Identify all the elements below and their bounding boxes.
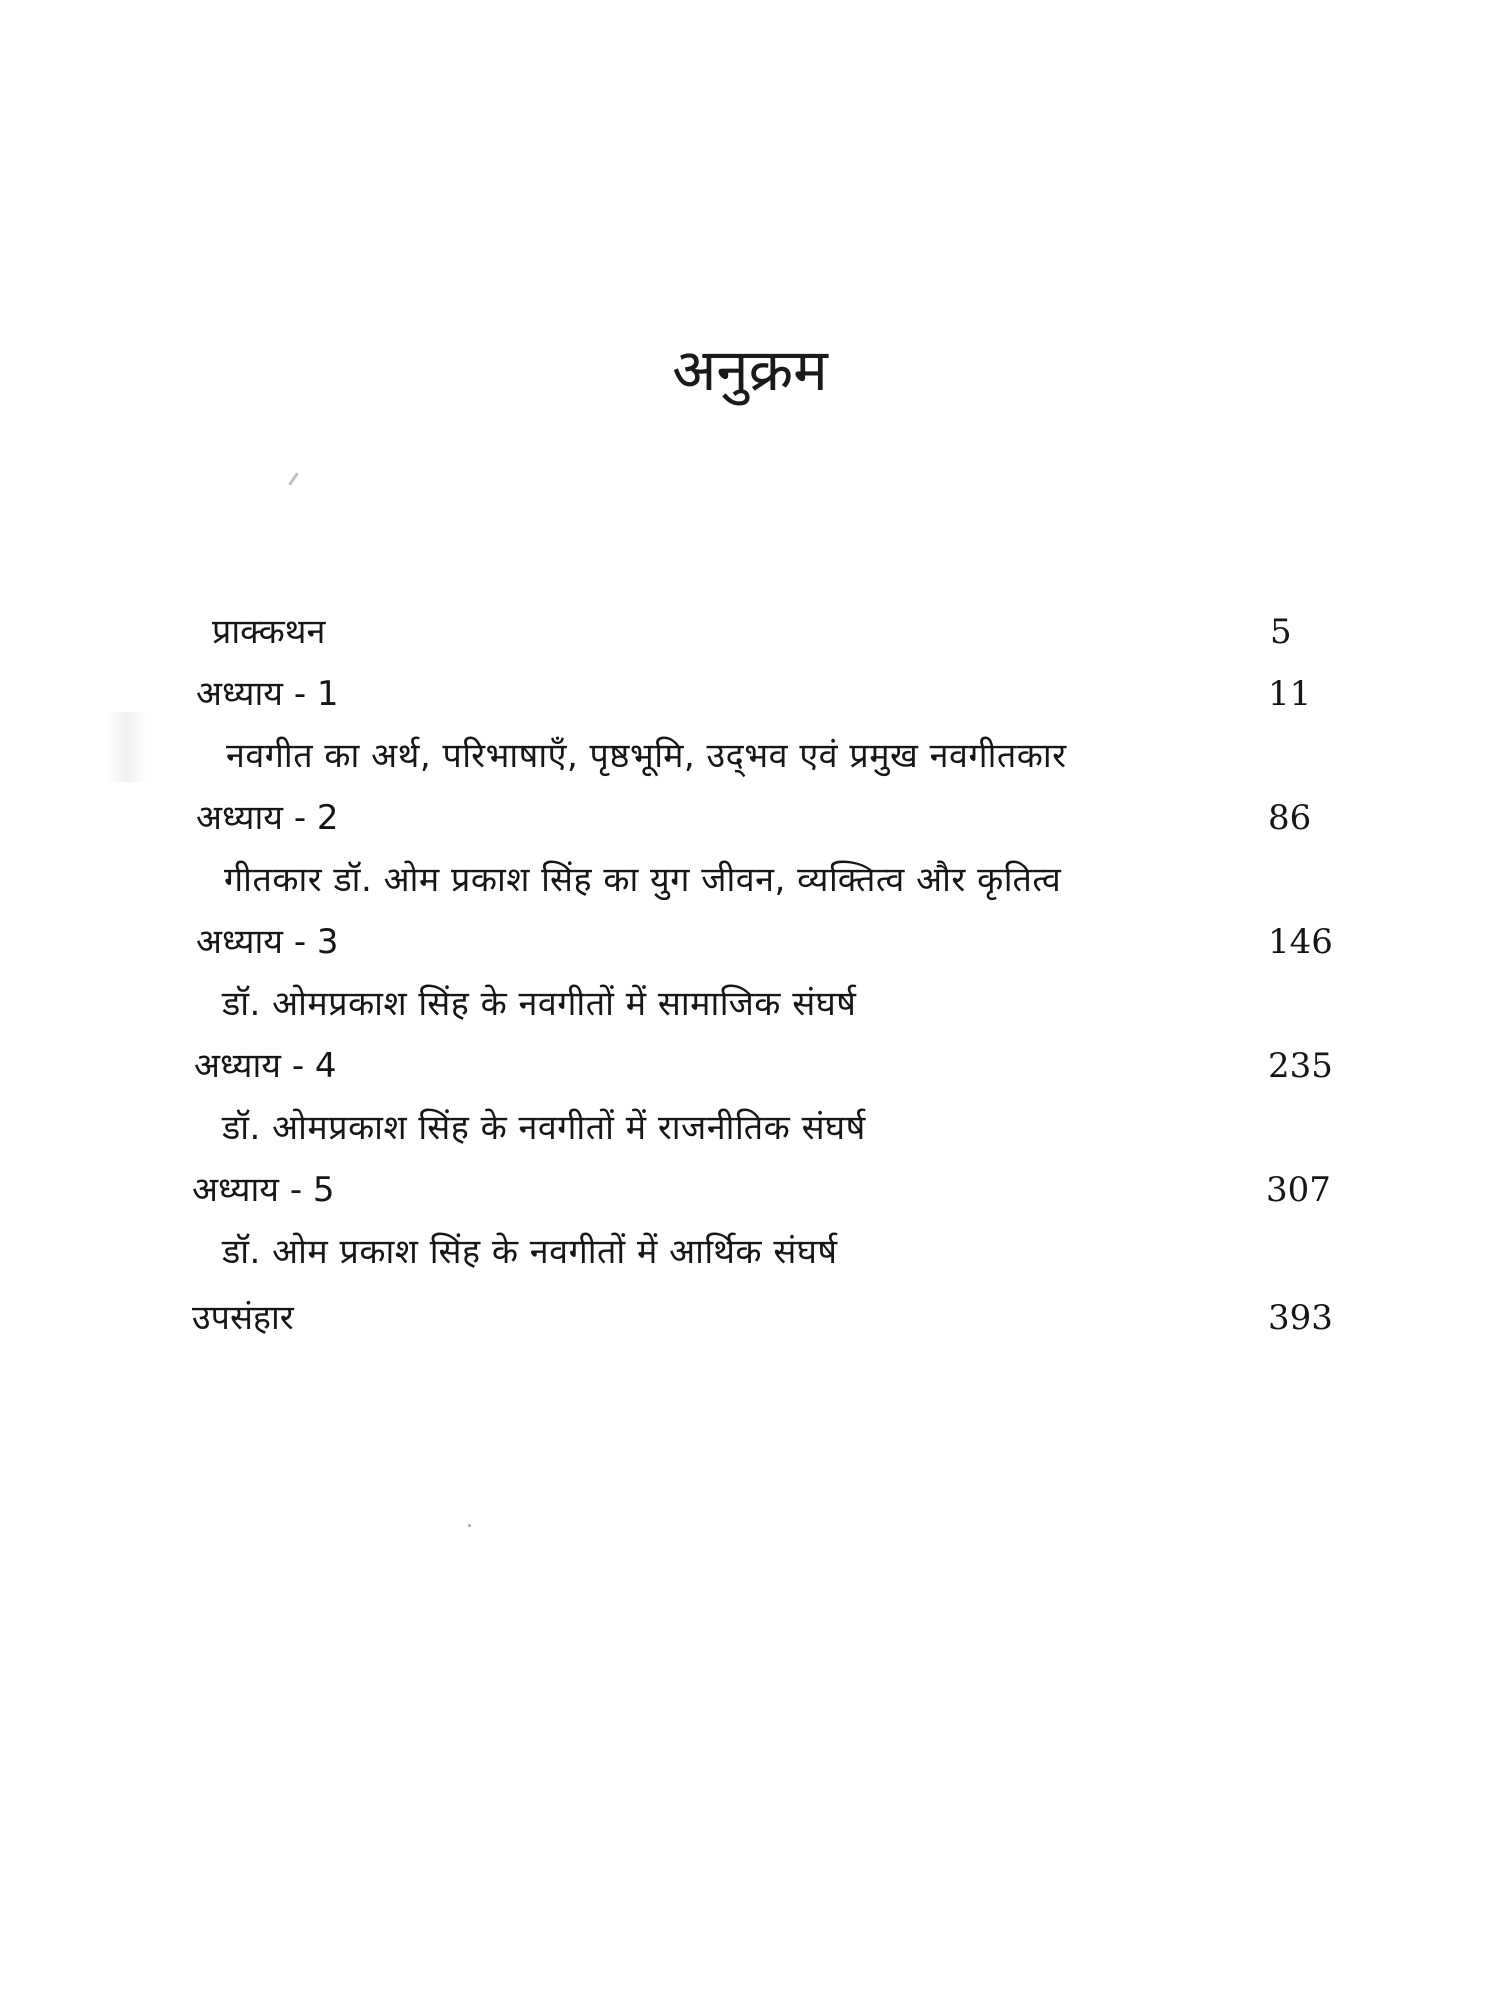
toc-row xyxy=(0,1222,1500,1282)
page-title: अनुक्रम xyxy=(672,336,828,404)
toc-row xyxy=(0,664,1500,724)
toc-page-number: 86 xyxy=(1268,798,1312,838)
toc-page-number: 235 xyxy=(1268,1046,1333,1086)
toc-entry-subtitle: डॉ. ओमप्रकाश सिंह के नवगीतों में सामाजिक संघर्ष xyxy=(222,984,857,1024)
toc-row xyxy=(0,912,1500,972)
toc-row xyxy=(0,1036,1500,1096)
toc-page-number: 146 xyxy=(1268,922,1333,962)
toc-entry-text: प्राक्कथन xyxy=(212,612,326,652)
toc-entry-text: उपसंहार xyxy=(192,1298,294,1338)
toc-row xyxy=(0,726,1500,786)
toc-entry-text: अध्याय - 5 xyxy=(192,1170,335,1210)
toc-row xyxy=(0,602,1500,662)
toc-page-number: 393 xyxy=(1268,1298,1333,1338)
toc-row xyxy=(0,788,1500,848)
toc-entry-text: अध्याय - 2 xyxy=(196,798,339,838)
toc-entry-text: अध्याय - 4 xyxy=(194,1046,337,1086)
toc-row xyxy=(0,1288,1500,1348)
toc-entry-text: अध्याय - 1 xyxy=(196,674,339,714)
toc-row xyxy=(0,1160,1500,1220)
scan-dot xyxy=(468,1524,471,1527)
toc-entry-text: अध्याय - 3 xyxy=(196,922,339,962)
toc-page-number: 11 xyxy=(1268,674,1312,714)
toc-entry-subtitle: डॉ. ओमप्रकाश सिंह के नवगीतों में राजनीतिक संघर्ष xyxy=(222,1108,866,1148)
toc-entry-subtitle: नवगीत का अर्थ, परिभाषाएँ, पृष्ठभूमि, उद्‌भव एवं प्रमुख नवगीतकार xyxy=(226,736,1067,776)
toc-row xyxy=(0,850,1500,910)
toc-row xyxy=(0,1098,1500,1158)
toc-page-number: 5 xyxy=(1270,612,1292,652)
toc-page-number: 307 xyxy=(1266,1170,1331,1210)
toc-entry-subtitle: गीतकार डॉ. ओम प्रकाश सिंह का युग जीवन, व्यक्तित्व और कृतित्व xyxy=(224,860,1062,900)
toc-row xyxy=(0,974,1500,1034)
toc-entry-subtitle: डॉ. ओम प्रकाश सिंह के नवगीतों में आर्थिक संघर्ष xyxy=(222,1232,838,1272)
scan-speck xyxy=(288,472,298,485)
